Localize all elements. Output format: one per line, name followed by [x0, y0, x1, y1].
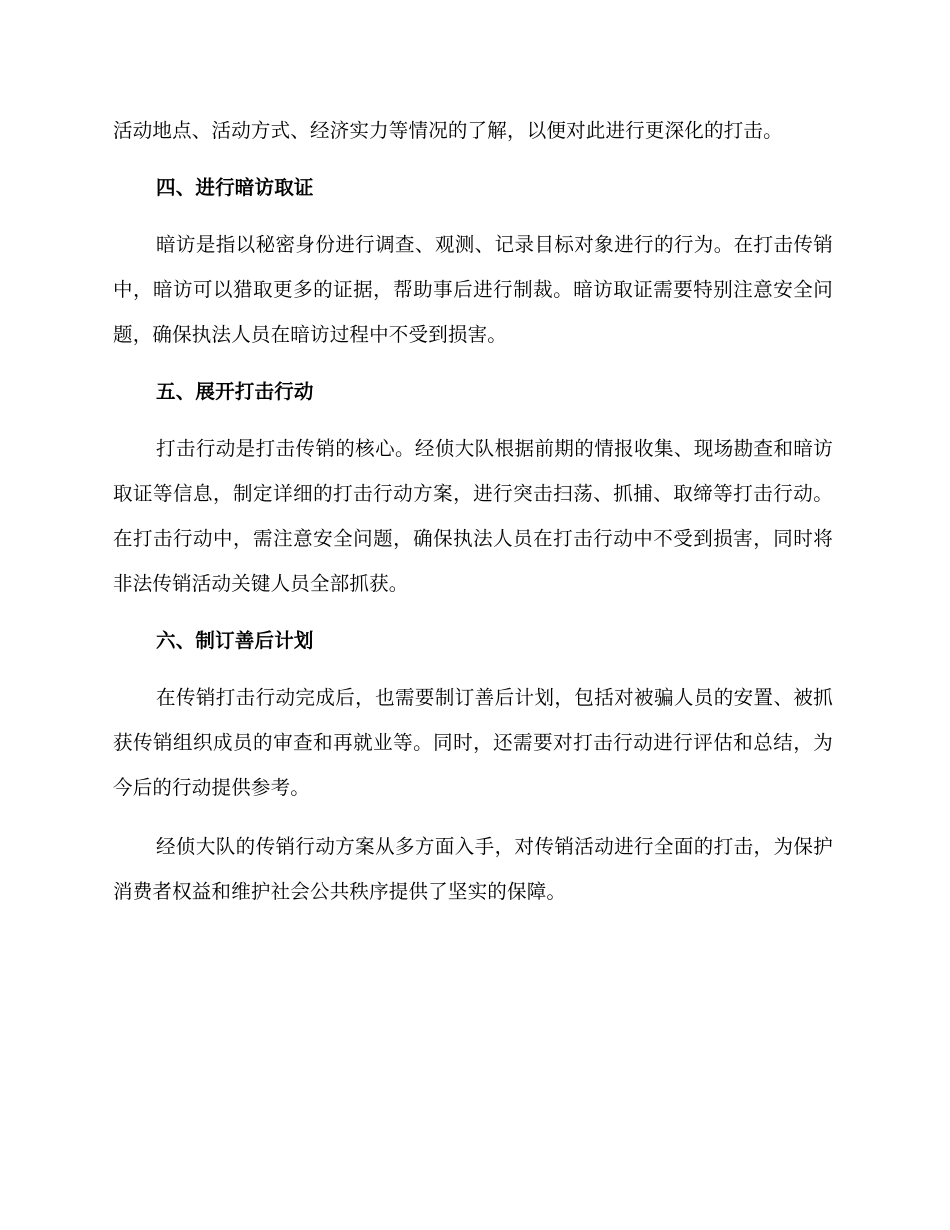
intro-continuation-paragraph: 活动地点、活动方式、经济实力等情况的了解，以便对此进行更深化的打击。 [113, 119, 783, 142]
section-body-6: 在传销打击行动完成后，也需要制订善后计划，包括对被骗人员的安置、被抓获传销组织成员的审查和再就业等。同时，还需要对打击行动进行评估和总结，为今后的行动提供参考。 [113, 686, 833, 799]
document-body [113, 108, 833, 914]
conclusion-paragraph: 经侦大队的传销行动方案从多方面入手，对传销活动进行全面的打击，为保护消费者权益和维护社会公共秩序提供了坚实的保障。 [113, 835, 833, 903]
section-body-4: 暗访是指以秘密身份进行调查、观测、记录目标对象进行的行为。在打击传销中，暗访可以猎取更多的证据，帮助事后进行制裁。暗访取证需要特别注意安全问题，确保执法人员在暗访过程中不受到损害。 [113, 233, 833, 346]
section-heading-4: 四、进行暗访取证 [156, 176, 314, 199]
section-heading-5: 五、展开打击行动 [156, 380, 314, 403]
section-body-5: 打击行动是打击传销的核心。经侦大队根据前期的情报收集、现场勘查和暗访取证等信息，制定详细的打击行动方案，进行突击扫荡、抓捕、取缔等打击行动。在打击行动中，需注意安全问题，确保执法人员在打击行动中不受到损害，同时将非法传销活动关键人员全部抓获。 [113, 437, 833, 595]
section-heading-6: 六、制订善后计划 [156, 629, 314, 652]
